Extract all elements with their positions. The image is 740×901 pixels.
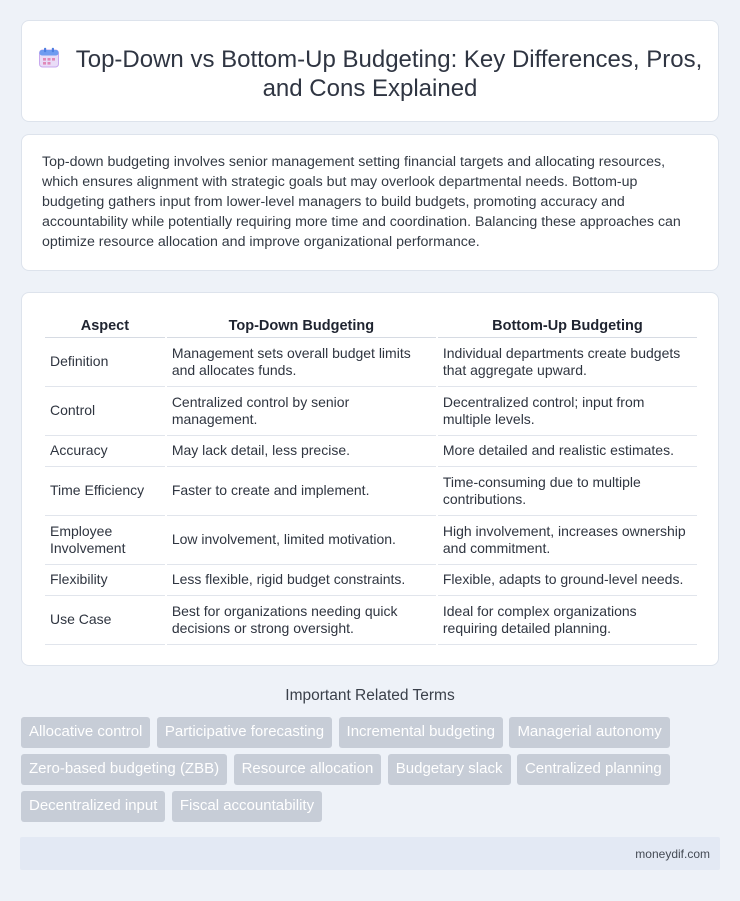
table-row — [45, 516, 697, 565]
table-row — [45, 436, 697, 467]
row-aspect: Time Efficiency — [45, 467, 165, 516]
table-row — [45, 467, 697, 516]
page-title-row — [22, 45, 718, 103]
footer — [20, 837, 720, 870]
related-term-tag[interactable]: Resource allocation — [234, 754, 382, 785]
table-row — [45, 596, 697, 645]
summary-card — [21, 134, 719, 271]
row-bottom-up: Ideal for complex organizations requiring detailed planning. — [438, 596, 697, 645]
table-row — [45, 387, 697, 436]
row-top-down: Best for organizations needing quick decisions or strong oversight. — [167, 596, 436, 645]
related-terms-list — [21, 717, 721, 828]
related-term-tag[interactable]: Fiscal accountability — [172, 791, 322, 822]
page-title: Top-Down vs Bottom-Up Budgeting: Key Differences, Pros, and Cons Explained — [75, 46, 703, 102]
row-bottom-up: Decentralized control; input from multiple levels. — [438, 387, 697, 436]
table-row — [45, 338, 697, 387]
row-aspect: Employee Involvement — [45, 516, 165, 565]
row-aspect: Control — [45, 387, 165, 436]
row-top-down: Low involvement, limited motivation. — [167, 516, 436, 565]
row-aspect: Definition — [45, 338, 165, 387]
row-bottom-up: High involvement, increases ownership and commitment. — [438, 516, 697, 565]
comparison-table — [43, 315, 699, 645]
table-row — [45, 565, 697, 596]
row-bottom-up: Individual departments create budgets that aggregate upward. — [438, 338, 697, 387]
row-top-down: Centralized control by senior management. — [167, 387, 436, 436]
related-term-tag[interactable]: Centralized planning — [517, 754, 670, 785]
related-terms-heading: Important Related Terms — [285, 687, 455, 704]
table-header-row — [45, 315, 697, 338]
related-term-tag[interactable]: Allocative control — [21, 717, 150, 748]
row-aspect: Use Case — [45, 596, 165, 645]
summary-paragraph: Top-down budgeting involves senior management setting financial targets and allocating resources, which ensures alignment with strategic goals but may overlook departmental needs. Bottom-up budgeting gathers input from lower-level managers to build budgets, promoting accuracy and accountability while potentially requiring more time and coordination. Balancing these approaches can optimize resource allocation and improve organizational performance. — [42, 154, 681, 250]
comparison-card — [21, 292, 719, 666]
related-term-tag[interactable]: Managerial autonomy — [509, 717, 669, 748]
row-bottom-up: Flexible, adapts to ground-level needs. — [438, 565, 697, 596]
footer-site-link[interactable]: moneydif.com — [635, 847, 710, 861]
calendar-icon — [38, 47, 60, 69]
row-aspect: Flexibility — [45, 565, 165, 596]
row-top-down: Less flexible, rigid budget constraints. — [167, 565, 436, 596]
row-bottom-up: Time-consuming due to multiple contributions. — [438, 467, 697, 516]
header-top-down: Top-Down Budgeting — [167, 315, 436, 338]
header-aspect: Aspect — [45, 315, 165, 338]
row-top-down: May lack detail, less precise. — [167, 436, 436, 467]
related-term-tag[interactable]: Incremental budgeting — [339, 717, 503, 748]
related-term-tag[interactable]: Decentralized input — [21, 791, 165, 822]
title-card — [21, 20, 719, 122]
related-term-tag[interactable]: Zero-based budgeting (ZBB) — [21, 754, 227, 785]
row-bottom-up: More detailed and realistic estimates. — [438, 436, 697, 467]
related-term-tag[interactable]: Budgetary slack — [388, 754, 511, 785]
row-aspect: Accuracy — [45, 436, 165, 467]
header-bottom-up: Bottom-Up Budgeting — [438, 315, 697, 338]
row-top-down: Management sets overall budget limits and allocates funds. — [167, 338, 436, 387]
row-top-down: Faster to create and implement. — [167, 467, 436, 516]
related-term-tag[interactable]: Participative forecasting — [157, 717, 332, 748]
